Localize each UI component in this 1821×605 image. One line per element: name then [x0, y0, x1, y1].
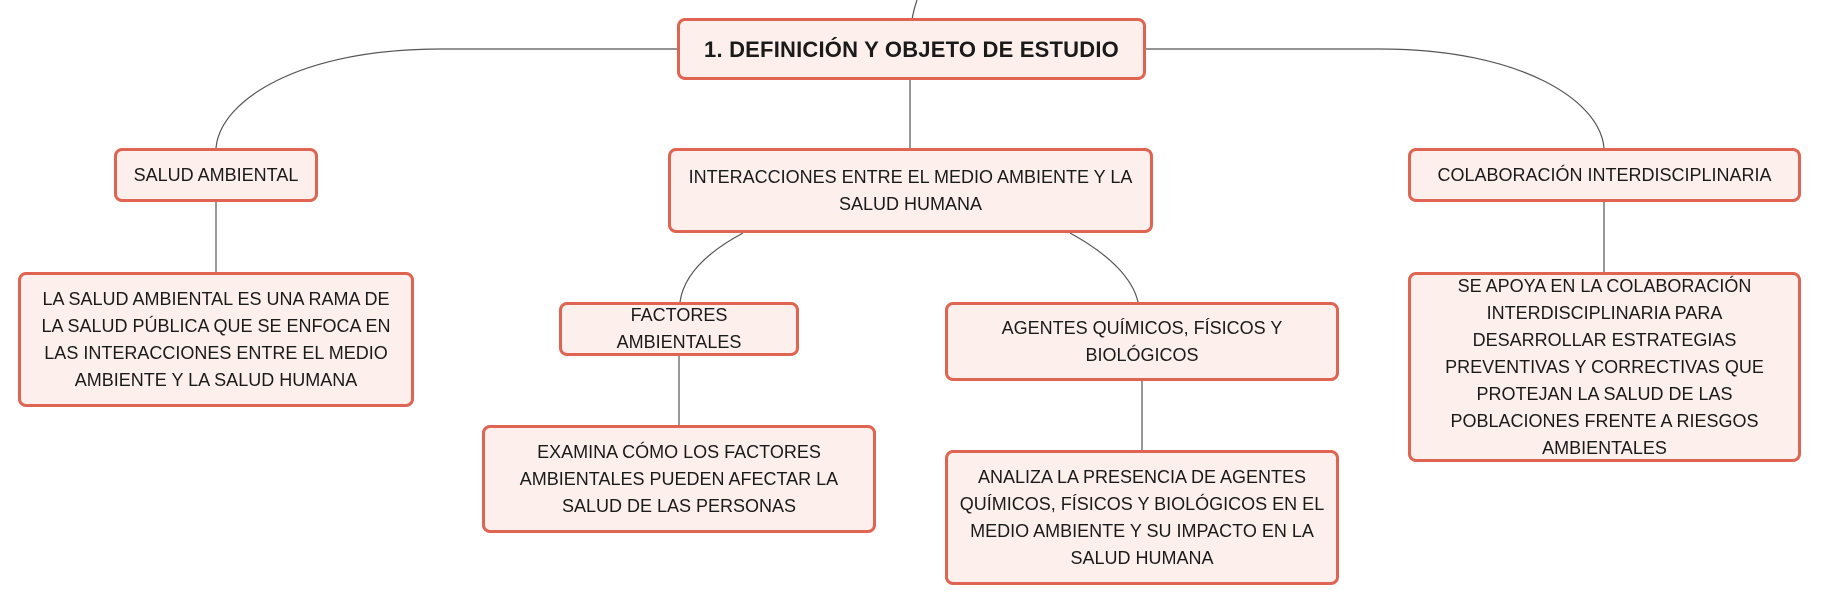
- branch-node-label: SALUD AMBIENTAL: [133, 164, 299, 185]
- detail-node-text: EXAMINA CÓMO LOS FACTORES AMBIENTALES PUEDEN AFECTAR LA SALUD DE LAS PERSONAS: [519, 441, 839, 516]
- detail-node-salud-ambiental[interactable]: [18, 272, 414, 407]
- root-node-label: 1. DEFINICIÓN Y OBJETO DE ESTUDIO: [704, 36, 1119, 62]
- connector-parent: [912, 0, 917, 20]
- branch-node-label: COLABORACIÓN INTERDISCIPLINARIA: [1437, 164, 1772, 185]
- detail-node-text: ANALIZA LA PRESENCIA DE AGENTES QUÍMICOS, FÍSICOS Y BIOLÓGICOS EN EL MEDIO AMBIENTE Y SU IMPACTO EN LA SALUD HUMANA: [959, 466, 1325, 568]
- subtopic-node-factores-ambientales[interactable]: [559, 302, 799, 356]
- branch-node-label: INTERACCIONES ENTRE EL MEDIO AMBIENTE Y LA SALUD HUMANA: [688, 166, 1133, 214]
- branch-node-salud-ambiental[interactable]: [114, 148, 318, 202]
- detail-node-text: SE APOYA EN LA COLABORACIÓN INTERDISCIPLINARIA PARA DESARROLLAR ESTRATEGIAS PREVENTIVAS Y CORRECTIVAS QUE PROTEJAN LA SALUD DE LAS POBLACIONES FRENTE A RIESGOS AMBIENTALES: [1445, 275, 1764, 458]
- connector-interacciones-agentes: [1070, 233, 1138, 302]
- subtopic-node-label: AGENTES QUÍMICOS, FÍSICOS Y BIOLÓGICOS: [1001, 317, 1283, 365]
- subtopic-node-label: FACTORES AMBIENTALES: [616, 305, 742, 352]
- detail-node-text: LA SALUD AMBIENTAL ES UNA RAMA DE LA SALUD PÚBLICA QUE SE ENFOCA EN LAS INTERACCIONES ENTRE EL MEDIO AMBIENTE Y LA SALUD HUMANA: [41, 288, 391, 390]
- detail-node-agentes[interactable]: [945, 450, 1339, 585]
- connector-root-colaboracion: [1146, 49, 1604, 148]
- subtopic-node-agentes[interactable]: [945, 302, 1339, 381]
- connector-root-salud-ambiental: [216, 49, 677, 148]
- detail-node-factores-ambientales[interactable]: [482, 425, 876, 533]
- detail-node-colaboracion[interactable]: [1408, 272, 1801, 462]
- branch-node-colaboracion[interactable]: [1408, 148, 1801, 202]
- connector-interacciones-factores: [680, 233, 743, 302]
- root-node[interactable]: [677, 18, 1146, 80]
- branch-node-interacciones[interactable]: [668, 148, 1153, 233]
